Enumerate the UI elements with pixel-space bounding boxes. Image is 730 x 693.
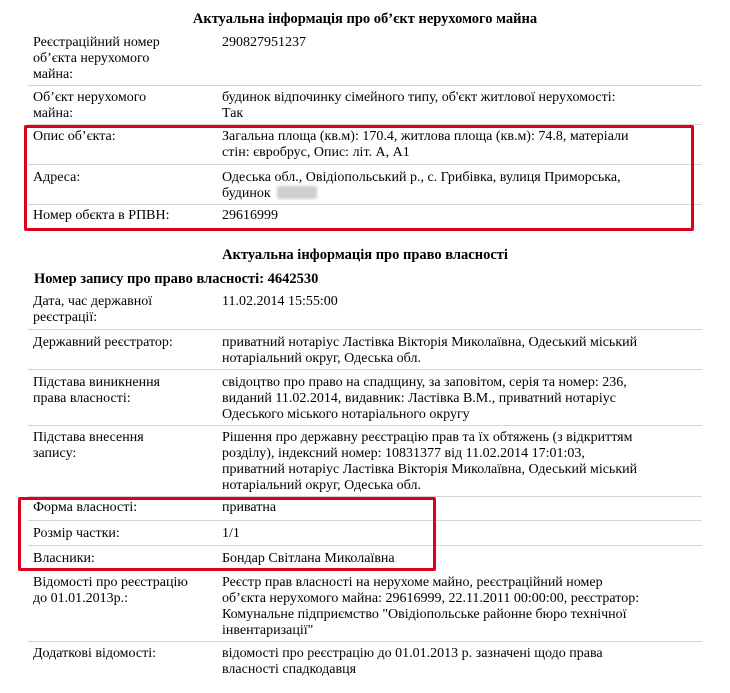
row-value: Рішення про державну реєстрацію прав та їх обтяжень (з відкриттям розділу), індексний номер: 10831377 від 11.02.2014 17:01:03, приватний нотаріус Ластівка Вікторія Миколаївна, Одеський міський нотаріальний округ, Одеська обл.: [222, 430, 638, 493]
row-label: Адреса:: [33, 170, 81, 185]
row-value: Реєстр прав власності на нерухоме майно, реєстраційний номер об’єкта нерухомого майна: 29616999, 22.11.2011 00:00:00, реєстратор: Комунальне підприємство "Овідіопольське районне бюро технічної інвентаризації": [222, 575, 640, 638]
row-value: Загальна площа (кв.м): 170.4, житлова площа (кв.м): 74.8, матеріали стін: євробрус, Опис: літ. А, А1: [222, 129, 629, 160]
row-value: будинок відпочинку сімейного типу, об'єкт житлової нерухомості: Так: [222, 90, 616, 121]
row-divider: [28, 641, 702, 642]
section-title-object: Актуальна інформація про об’єкт нерухомого майна: [192, 11, 538, 27]
row-label: Підстава виникнення права власності:: [33, 375, 160, 406]
row-value: свідоцтво про право на спадщину, за заповітом, серія та номер: 236, виданий 11.02.2014, видавник: Ластівка В.М., приватний нотаріус Одеського міського нотаріального округу: [222, 375, 627, 422]
row-divider: [28, 425, 702, 426]
row-label: Державний реєстратор:: [33, 335, 173, 350]
row-label: Форма власності:: [33, 500, 138, 515]
row-label: Номер обєкта в РПВН:: [33, 208, 170, 223]
row-label: Об’єкт нерухомого майна:: [33, 90, 147, 121]
highlight-box-ownership: [18, 497, 436, 571]
row-label: Реєстраційний номер об’єкта нерухомого майна:: [33, 35, 160, 82]
row-value: 29616999: [222, 208, 278, 223]
row-value: 290827951237: [222, 35, 306, 50]
row-value: приватний нотаріус Ластівка Вікторія Миколаївна, Одеський міський нотаріальний округ, Одеська обл.: [222, 335, 638, 366]
row-label: Розмір частки:: [33, 526, 120, 541]
highlight-box-object: [24, 125, 694, 231]
row-label: Власники:: [33, 551, 95, 566]
row-value: відомості про реєстрацію до 01.01.2013 р. зазначені щодо права власності спадкодавця: [222, 646, 603, 677]
row-divider: [28, 369, 702, 370]
row-label: Підстава внесення запису:: [33, 430, 144, 461]
row-divider: [28, 329, 702, 330]
row-value: приватна: [222, 500, 277, 515]
row-label: Дата, час державної реєстрації:: [33, 294, 153, 325]
row-value: 1/1: [222, 526, 240, 541]
row-value: Бондар Світлана Миколаївна: [222, 551, 395, 566]
row-label: Відомості про реєстрацію до 01.01.2013р.:: [33, 575, 188, 606]
row-label: Опис об’єкта:: [33, 129, 116, 144]
row-divider: [28, 85, 702, 86]
row-value: Одеська обл., Овідіопольський р., с. Грибівка, вулиця Приморська, будинок: [222, 170, 621, 201]
section-title-ownership: Актуальна інформація про право власності: [222, 247, 508, 263]
row-value: 11.02.2014 15:55:00: [222, 294, 338, 309]
ownership-record-number: Номер запису про право власності: 4642530: [34, 271, 319, 287]
row-label: Додаткові відомості:: [33, 646, 157, 661]
